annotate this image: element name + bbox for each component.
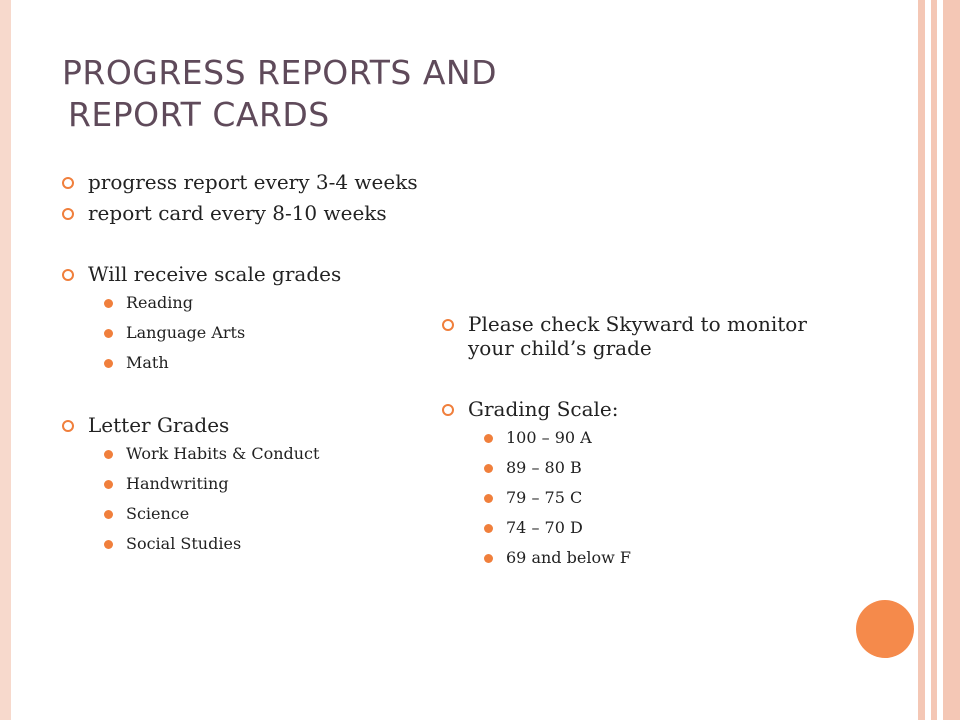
bullet-letter-grades bbox=[62, 413, 432, 437]
sub-bullet-text: 100 – 90 A bbox=[506, 428, 592, 447]
sub-bullet-grade-a bbox=[442, 428, 842, 448]
left-column bbox=[62, 170, 432, 564]
bullet-text: Please check Skyward to monitor your child’s grade bbox=[468, 312, 807, 360]
right-column bbox=[442, 312, 842, 578]
sub-bullet-math bbox=[62, 353, 432, 373]
bullet-skyward-note bbox=[442, 312, 842, 360]
sub-bullet-social-studies bbox=[62, 534, 432, 554]
sub-bullet-text: Language Arts bbox=[126, 323, 246, 342]
ring-bullet-icon bbox=[442, 319, 454, 331]
ring-bullet-icon bbox=[62, 177, 74, 189]
sub-bullet-text: Work Habits & Conduct bbox=[126, 444, 320, 463]
ring-bullet-icon bbox=[62, 420, 74, 432]
sub-bullet-text: Social Studies bbox=[126, 534, 242, 553]
ring-bullet-icon bbox=[442, 404, 454, 416]
dot-bullet-icon bbox=[104, 540, 113, 549]
dot-bullet-icon bbox=[484, 524, 493, 533]
sub-bullet-text: 89 – 80 B bbox=[506, 458, 582, 477]
bullet-text: Will receive scale grades bbox=[88, 262, 342, 286]
sub-bullet-text: 79 – 75 C bbox=[506, 488, 583, 507]
sub-bullet-text: Math bbox=[126, 353, 169, 372]
sub-bullet-text: 74 – 70 D bbox=[506, 518, 583, 537]
dot-bullet-icon bbox=[104, 510, 113, 519]
bullet-progress-report bbox=[62, 170, 432, 194]
sub-bullet-handwriting bbox=[62, 474, 432, 494]
decorative-stripes bbox=[918, 0, 960, 720]
bullet-grading-scale bbox=[442, 397, 842, 421]
sub-bullet-grade-b bbox=[442, 458, 842, 478]
sub-bullet-text: Science bbox=[126, 504, 190, 523]
dot-bullet-icon bbox=[104, 480, 113, 489]
bullet-text: progress report every 3-4 weeks bbox=[88, 170, 418, 194]
dot-bullet-icon bbox=[104, 299, 113, 308]
sub-bullet-text: 69 and below F bbox=[506, 548, 631, 567]
sub-bullet-grade-f bbox=[442, 548, 842, 568]
bullet-text: report card every 8-10 weeks bbox=[88, 201, 387, 225]
bullet-scale-grades bbox=[62, 262, 432, 286]
dot-bullet-icon bbox=[104, 359, 113, 368]
bullet-text: Letter Grades bbox=[88, 413, 230, 437]
bullet-report-card bbox=[62, 201, 432, 225]
slide-title bbox=[62, 52, 682, 136]
dot-bullet-icon bbox=[104, 450, 113, 459]
title-line-1: PROGRESS REPORTS AND bbox=[62, 53, 497, 92]
dot-bullet-icon bbox=[484, 494, 493, 503]
ring-bullet-icon bbox=[62, 269, 74, 281]
sub-bullet-grade-d bbox=[442, 518, 842, 538]
ring-bullet-icon bbox=[62, 208, 74, 220]
sub-bullet-work-habits bbox=[62, 444, 432, 464]
dot-bullet-icon bbox=[104, 329, 113, 338]
bullet-text: Grading Scale: bbox=[468, 397, 619, 421]
decorative-circle bbox=[856, 600, 914, 658]
sub-bullet-reading bbox=[62, 293, 432, 313]
sub-bullet-science bbox=[62, 504, 432, 524]
sub-bullet-text: Reading bbox=[126, 293, 193, 312]
dot-bullet-icon bbox=[484, 464, 493, 473]
sub-bullet-language-arts bbox=[62, 323, 432, 343]
sub-bullet-text: Handwriting bbox=[126, 474, 229, 493]
sub-bullet-grade-c bbox=[442, 488, 842, 508]
title-line-2: REPORT CARDS bbox=[68, 95, 330, 134]
dot-bullet-icon bbox=[484, 434, 493, 443]
dot-bullet-icon bbox=[484, 554, 493, 563]
